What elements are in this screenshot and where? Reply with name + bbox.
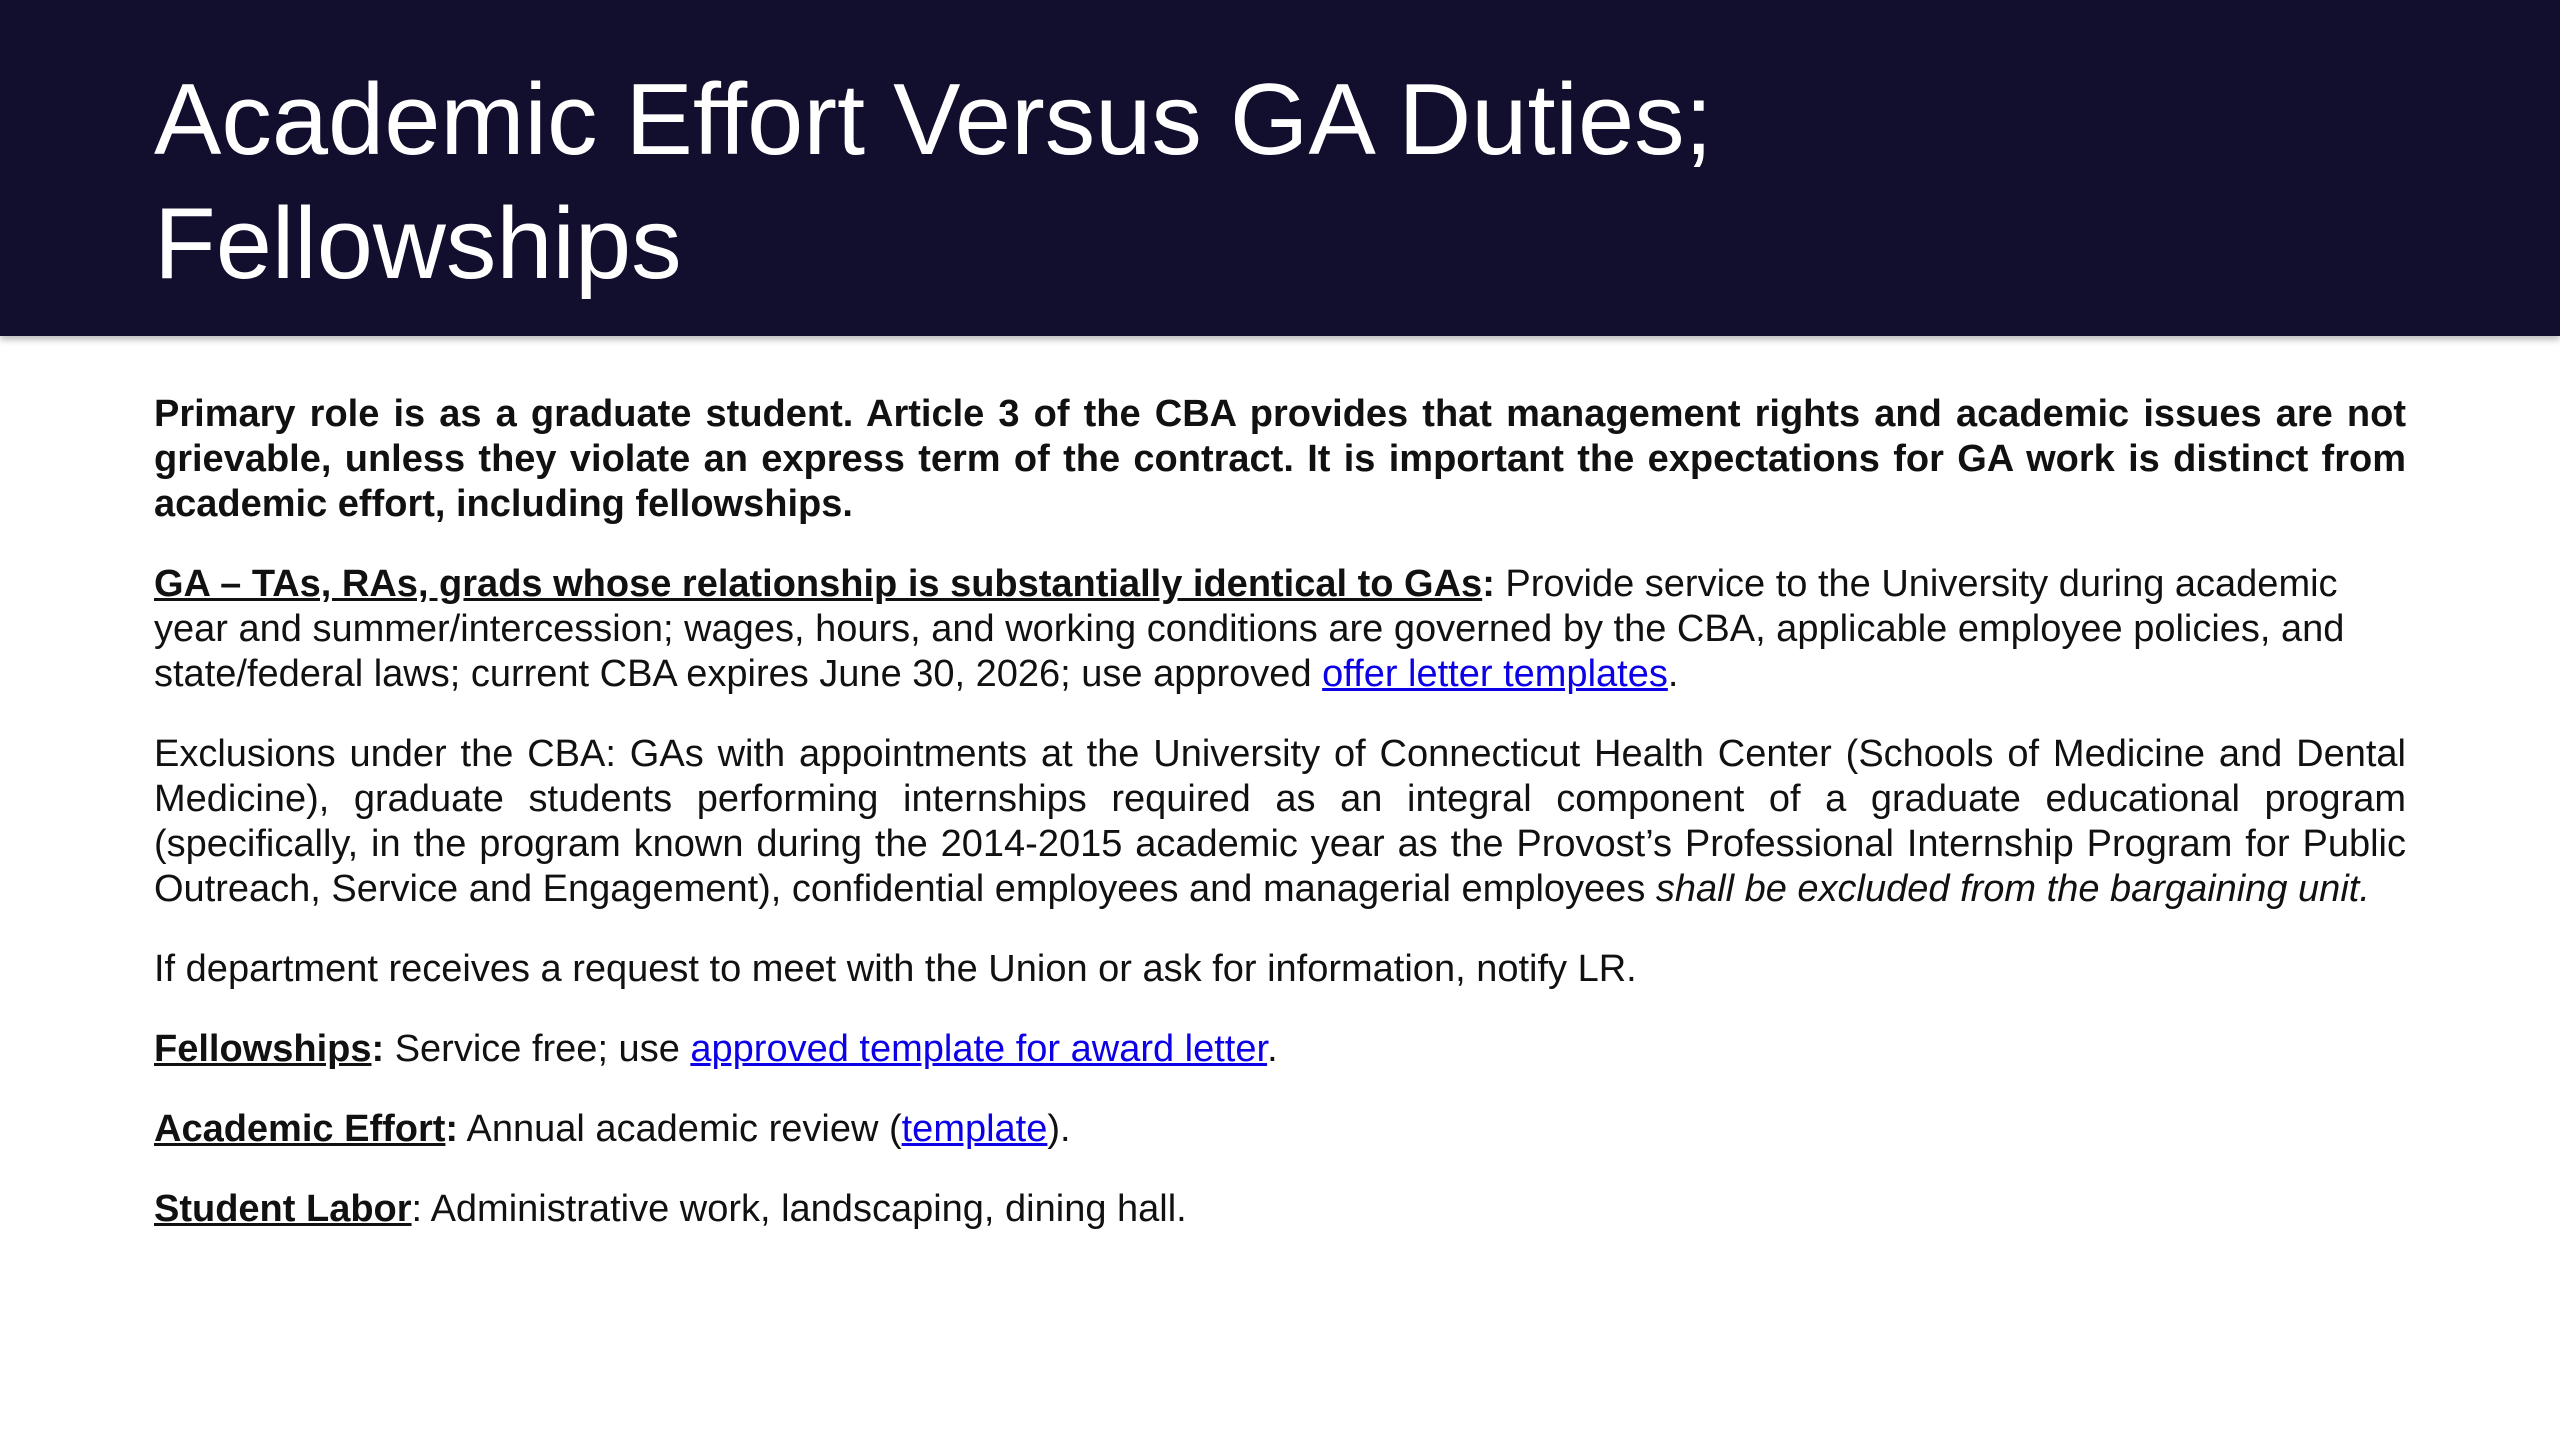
ga-paragraph — [154, 562, 2406, 697]
ga-heading: GA – TAs, RAs, grads whose relationship is substantially identical to GAs — [154, 563, 1483, 605]
award-letter-template-link[interactable]: approved template for award letter — [690, 1028, 1268, 1070]
intro-paragraph: Primary role is as a graduate student. Article 3 of the CBA provides that management rights and academic issues are not grievable, unless they violate an express term of the contract. It is important the expectations for GA work is distinct from academic effort, including fellowships. — [154, 393, 2406, 525]
slide-title-line-1: Academic Effort Versus GA Duties; — [154, 64, 1713, 176]
slide-content — [154, 392, 2406, 1267]
academic-effort-paragraph — [154, 1107, 2406, 1152]
union-paragraph: If department receives a request to meet with the Union or ask for information, notify LR. — [154, 948, 1637, 990]
academic-review-template-link[interactable]: template — [901, 1108, 1048, 1150]
fellowships-heading: Fellowships — [154, 1028, 372, 1070]
fellowships-colon: : — [371, 1028, 385, 1070]
slide-title-line-2: Fellowships — [154, 188, 682, 300]
ga-end: . — [1667, 653, 1679, 695]
academic-effort-end: ). — [1047, 1108, 1071, 1150]
fellowships-paragraph — [154, 1027, 2406, 1072]
academic-effort-heading: Academic Effort — [154, 1108, 446, 1150]
academic-effort-colon: : — [445, 1108, 459, 1150]
ga-heading-colon: : — [1482, 563, 1495, 605]
fellowships-end: . — [1267, 1028, 1278, 1070]
exclusions-paragraph — [154, 732, 2406, 912]
ga-text: Provide service to the University during academic year and summer/intercession; wages, hours, and working conditions are governed by the CBA, applicable employee policies, and state/federal laws; current CBA expires June 30, 2026; use approved — [154, 563, 2345, 695]
student-labor-text: : Administrative work, landscaping, dining hall. — [411, 1188, 1187, 1230]
student-labor-heading: Student Labor — [154, 1188, 412, 1230]
slide-title — [154, 58, 2394, 306]
fellowships-text: Service free; use — [384, 1028, 691, 1070]
exclusions-text: Exclusions under the CBA: GAs with appointments at the University of Connecticut Health Center (Schools of Medicine and Dental Medicine), graduate students performing internships required as an integral component of a graduate educational program (specifically, in the program known during the 2014-2015 academic year as the Provost’s Professional Internship Program for Public Outreach, Service and Engagement), confidential employees and managerial employees — [154, 733, 2406, 910]
offer-letter-templates-link[interactable]: offer letter templates — [1322, 653, 1668, 695]
exclusions-italic: shall be excluded from the bargaining unit. — [1655, 868, 2370, 910]
title-band — [0, 0, 2560, 336]
student-labor-paragraph — [154, 1187, 2406, 1232]
academic-effort-text: Annual academic review ( — [458, 1108, 902, 1150]
